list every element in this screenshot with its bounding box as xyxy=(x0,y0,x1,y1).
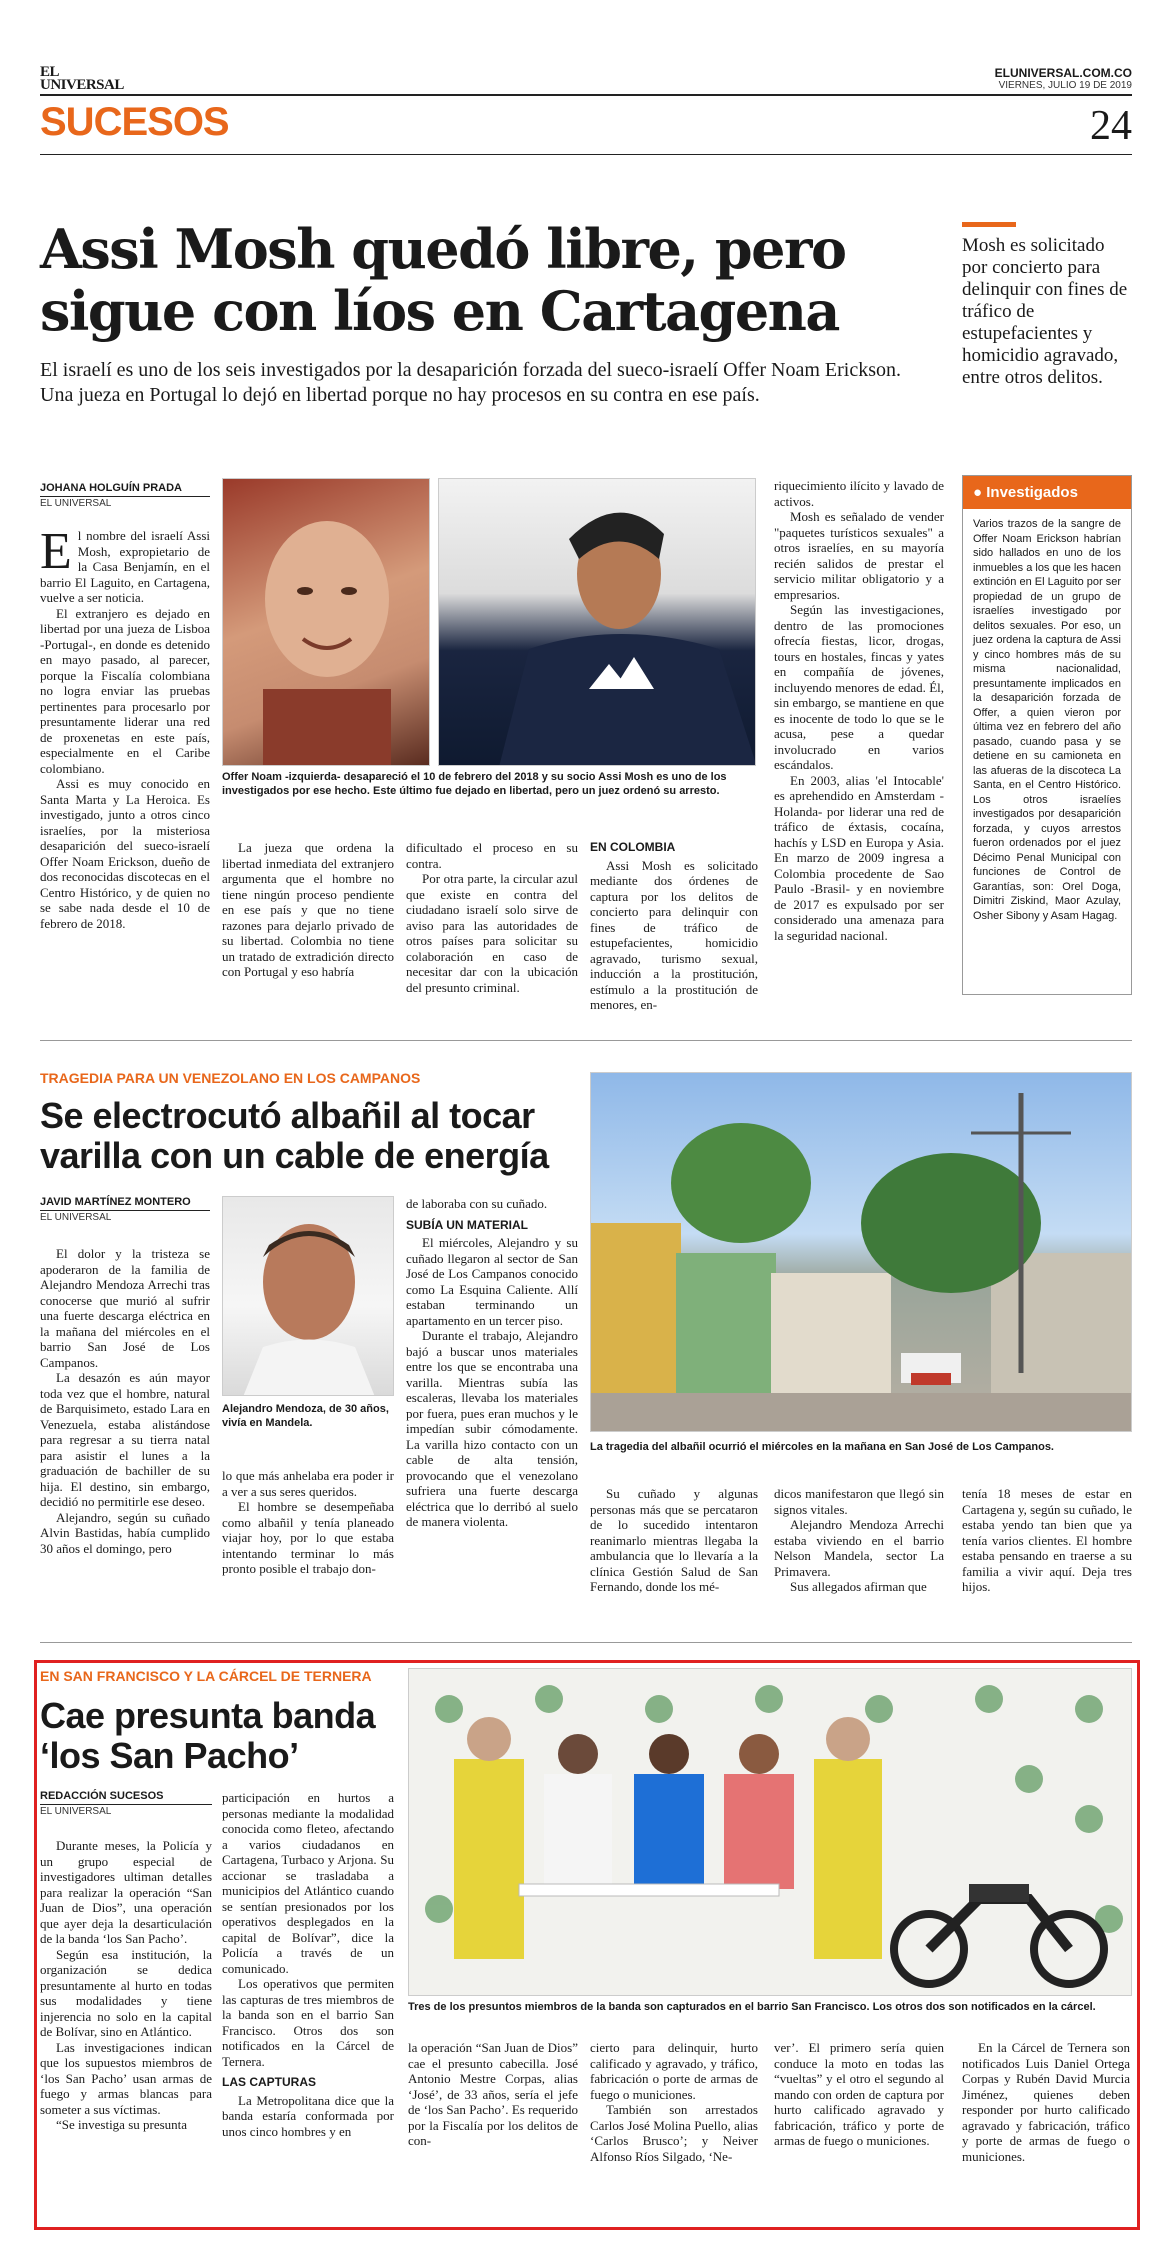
issue-date: VIERNES, JULIO 19 DE 2019 xyxy=(998,80,1132,91)
story2-col1-p3: Alejandro, según su cuñado Alvin Bastidas, había cumplido 30 años el domingo, pero xyxy=(40,1509,210,1556)
story1-photo-caption: Offer Noam -izquierda- desapareció el 10 de febrero del 2018 y su socio Assi Mosh es uno de los investigados por ese hecho. Este último fue dejado en libertad, pero un juez ordenó su arresto. xyxy=(222,771,727,797)
story2-col5-p3: Sus allegados afirman que xyxy=(790,1579,927,1594)
story2-col6-p1: tenía 18 meses de estar en Cartagena y, según su cuñado, le estaba yendo tan bien que ya tenía varios clientes. El hombre estaba pensando en traerse a su familia a vivir aquí. Deja tres hijos. xyxy=(962,1486,1132,1594)
story3-col5-p1: ver’. El primero sería quien conduce la moto en todas las “vueltas” y el otro el segundo al mando con orden de captura por hurto calificado agravado y fabricación, tráfico y porte de armas de fuego o municiones. xyxy=(774,2040,944,2148)
site-url: ELUNIVERSAL.COM.CO xyxy=(994,66,1132,80)
story3-photo-caption: Tres de los presuntos miembros de la banda son capturados en el barrio San Francisco. Los otros dos son notificados en la cárcel. xyxy=(408,2001,1096,2013)
story1-col5 xyxy=(774,478,944,943)
story3-col6-p1: En la Cárcel de Ternera son notificados Luis Daniel Ortega Corpas y Rubén David Murcia Jiménez, quienes deben responder por hurto calificado agravado y fabricación, tráfico y porte de armas de fuego o municiones. xyxy=(962,2040,1130,2164)
section-rule xyxy=(40,154,1132,155)
portrait-silhouette-icon xyxy=(223,479,430,766)
story3-byline-source: EL UNIVERSAL xyxy=(40,1806,112,1817)
investigados-box-header xyxy=(963,476,1131,509)
story1-col3 xyxy=(406,840,578,995)
story1-deck: El israelí es uno de los seis investigados por la desaparición forzada del sueco-israelí Offer Noam Erickson. Una jueza en Portugal lo dejó en libertad porque no hay procesos en su contra en ese país. xyxy=(40,359,902,406)
assi-mosh-photo xyxy=(438,478,756,766)
story1-col5-p4: En 2003, alias 'el Intocable' es aprehendido en Amsterdam -Holanda- por liderar una red de tráfico de éxtasis, cocaína, hachís y LSD en Europa y Asia. En marzo de 2009 ingresa a Colombia procedente de Sao Paulo -Brasil- y en noviembre de 2017 es expulsado por ser considerado una amenaza para la seguridad nacional. xyxy=(774,772,944,943)
byline-rule xyxy=(40,496,210,497)
story2-headline: Se electrocutó albañil al tocar varilla con un cable de energía xyxy=(40,1095,549,1176)
street-scene-icon xyxy=(591,1073,1132,1432)
story3-col4-p2: También son arrestados Carlos José Molina Puello, alias ‘Carlos Brusco’; y Neiver Alfonso Ríos Silgado, ‘Ne- xyxy=(590,2102,758,2164)
section-title: SUCESOS xyxy=(40,100,229,144)
story2-photo-caption: La tragedia del albañil ocurrió el miércoles en la mañana en San José de Los Campanos. xyxy=(590,1441,1054,1453)
story1-col5-p1: riquecimiento ilícito y lavado de activos. xyxy=(774,478,944,509)
story1-subhead: EN COLOMBIA xyxy=(590,840,676,854)
story1-col4 xyxy=(590,840,758,1013)
story1-col1-p3: Assi es muy conocido en Santa Marta y La Heroica. Es investigado, junto a otros cinco israelíes, por la misteriosa desaparición del sueco-israelí Offer Noam Erickson, dueño de dos reconocidas discotecas en el Centro Histórico, y de quien no se sabe nada desde el 10 de febrero de 2018. xyxy=(40,776,210,931)
story2-portrait-caption: Alejandro Mendoza, de 30 años, vivía en Mandela. xyxy=(222,1403,389,1429)
story3-col2 xyxy=(222,1790,394,2139)
story1-col1-p2: El extranjero es dejado en libertad por una jueza de Lisboa -Portugal-, en donde es detenido en mayo pasado, al parecer, porque la Fiscalía colombiana no logra enviar las pruebas pertinentes para procesarlo por presuntamente liderar una red de proxenetas en este país, especialmente en el Caribe colombiano. xyxy=(40,605,210,776)
story2-col3 xyxy=(406,1196,578,1530)
story2-col6 xyxy=(962,1486,1132,1595)
story3-headline: Cae presunta banda ‘los San Pacho’ xyxy=(40,1695,376,1776)
story1-byline-source: EL UNIVERSAL xyxy=(40,498,112,509)
story2-col2-p1: lo que más anhelaba era poder ir a ver a sus seres queridos. xyxy=(222,1468,394,1499)
story2-col2-p2: El hombre se desempeñaba como albañil y tenía planeado viajar hoy, por lo que estaba intentando terminar lo más pronto posible el trabajo don- xyxy=(222,1499,394,1576)
police-capture-photo xyxy=(408,1668,1132,1996)
story3-col3 xyxy=(408,2040,578,2149)
story-divider-2 xyxy=(40,1642,1132,1643)
investigados-box-text: Varios trazos de la sangre de Offer Noam Erickson habrían sido hallados en uno de los inmuebles a los que les hacen extinción en El Laguito por ser propiedad de un grupo de israelíes investigado por delitos sexuales. Por eso, un juez ordena la captura de Assi y cinco hombres más de su misma nacionalidad, presuntamente implicados en la desaparición forzada de Offer, a quien vieron por última vez en febrero del año pasado, cuando pasa y se detiene en su camioneta en las afueras de la discoteca La Santa, en el Centro Histórico. Los otros israelíes investigados por desaparición forzada, y cuyos arrestos fueron ordenados por el juez Décimo Penal Municipal con funciones de Control de Garantías, son: Orel Doga, Dimitri Ziskind, Maor Azulay, Osher Sibony y Asam Hagag. xyxy=(973,518,1121,922)
offer-noam-photo xyxy=(222,478,430,766)
story3-byline-block xyxy=(40,1790,212,1817)
story3-col2-p3: La Metropolitana dice que la banda estaría conformada por unos cinco hombres y en xyxy=(222,2092,394,2139)
story3-col1-p4: “Se investiga su presunta xyxy=(56,2117,188,2132)
story2-byline-source: EL UNIVERSAL xyxy=(40,1212,112,1223)
investigados-box-title: Investigados xyxy=(986,484,1078,501)
story1-col1 xyxy=(40,523,210,931)
story1-col3-p2: Por otra parte, la circular azul que existe en contra del ciudadano israelí solo sirve de aviso para las autoridades de otros países para solicitar su colaboración en caso de necesitar dar con la ubicación del presunto criminal. xyxy=(406,871,578,995)
page-number: 24 xyxy=(1090,103,1132,149)
alejandro-mendoza-photo xyxy=(222,1196,394,1396)
story1-headline: Assi Mosh quedó libre, pero sigue con líos en Cartagena xyxy=(40,217,846,343)
story2-col3-p0: de laboraba con su cuñado. xyxy=(406,1196,548,1211)
story3-col2-p2: Los operativos que permiten las capturas de tres miembros de la banda son en el barrio San Francisco. Otros dos son notificados en la Cárcel de Ternera. xyxy=(222,1976,394,2069)
logo-line-2: UNIVERSAL xyxy=(40,77,124,93)
investigados-box xyxy=(962,475,1132,995)
los-campanos-street-photo xyxy=(590,1072,1132,1432)
story3-kicker: EN SAN FRANCISCO Y LA CÁRCEL DE TERNERA xyxy=(40,1668,372,1684)
side-quote-accent xyxy=(962,222,1016,227)
portrait-silhouette-icon xyxy=(223,1197,394,1396)
story3-col4 xyxy=(590,2040,758,2164)
story2-col5 xyxy=(774,1486,944,1595)
story2-byline-block xyxy=(40,1196,210,1223)
story2-col1-p2: La desazón es aún mayor toda vez que el hombre, natural de Barquisimeto, estado Lara en Venezuela, estaba alistándose para regresar a su tierra natal para asistir el lunes a la graduación de bachiller de su hija. El destino, sin embargo, decidió no permitirle ese deseo. xyxy=(40,1370,210,1509)
story1-col4-p1: Assi Mosh es solicitado mediante dos órdenes de captura por los delitos de concierto para delinquir con fines de tráfico de estupefacientes, homicidio agravado, turismo sexual, inducción a la prostitución, estímulo a la prostitución de menores, en- xyxy=(590,857,758,1012)
story1-byline-block xyxy=(40,482,210,509)
newspaper-logo xyxy=(40,66,124,92)
story2-kicker: TRAGEDIA PARA UN VENEZOLANO EN LOS CAMPANOS xyxy=(40,1070,421,1086)
story2-col4-p1: Su cuñado y algunas personas más que se percataron de lo sucedido intentaron reanimarlo mientras llegaba la ambulancia que lo llevaría a la clínica Gestión Salud de San Fernando, donde los mé- xyxy=(590,1486,758,1594)
story1-col2-p1: La jueza que ordena la libertad inmediata del extranjero argumenta que el hombre no tiene ningún proceso pendiente en ese país y que no tiene razones para dejarlo privado de su libertad. Colombia no tiene un tratado de extradición directo con Portugal y eso habría xyxy=(222,840,394,979)
story2-col3-p1: El miércoles, Alejandro y su cuñado llegaron al sector de San José de Los Campanos conocido como La Esquina Caliente. Allí estaban terminando un apartamento en un tercer piso. xyxy=(406,1235,578,1328)
story3-col5 xyxy=(774,2040,944,2149)
story1-side-quote: Mosh es solicitado por concierto para delinquir con fines de tráfico de estupefacientes y homicidio agravado, entre otros delitos. xyxy=(962,235,1128,388)
story2-subhead: SUBÍA UN MATERIAL xyxy=(406,1217,528,1232)
story2-col3-p2: Durante el trabajo, Alejandro bajó a buscar unos materiales entre los que se encontraba una varilla. Mientras subía las escaleras, llevaba los materiales por fuera, pues eran muchos y le impedían subir cómodamente. La varilla hizo contacto con un cable de alta tensión, provocando que el venezolano sufriera una fuerte descarga eléctrica que lo derribó al suelo de manera violenta. xyxy=(406,1328,578,1529)
story2-col1-p1: El dolor y la tristeza se apoderaron de la familia de Alejandro Mendoza Arrechi tras conocerse que murió al sufrir una fuerte descarga eléctrica en la mañana del miércoles en el barrio San José de Los Campanos. xyxy=(40,1246,210,1370)
police-group-scene-icon xyxy=(409,1669,1132,1996)
byline-rule xyxy=(40,1210,210,1211)
bullet-dot-icon: ● xyxy=(973,484,987,501)
story3-col4-p1: cierto para delinquir, hurto calificado y agravado, y tráfico, fabricación o porte de armas de fuego o municiones. xyxy=(590,2040,758,2102)
story-divider-1 xyxy=(40,1040,1132,1041)
logo-line-1: EL xyxy=(40,64,60,80)
story3-col2-p1: participación en hurtos a personas mediante la modalidad conocida como fleteo, afectando a varios ciudadanos en Cartagena, Turbaco y Arjona. Su accionar se trasladaba a municipios del Atlántico cuando se sentían presionados por los operativos desplegados en la capital de Bolívar”, dice la Policía a través de un comunicado. xyxy=(222,1790,394,1976)
story2-col1 xyxy=(40,1246,210,1556)
story1-col5-p3: Según las investigaciones, dentro de las promociones ofrecía fiestas, licor, drogas, tours en hostales, fincas y yates en compañía de jóvenes, incluyendo menores de edad. Él, sin embargo, se mantiene en que es inocente de todo lo que se le acusa, pese a quedar involucrado en varios escándalos. xyxy=(774,602,944,772)
story3-col1 xyxy=(40,1838,212,2133)
byline-rule xyxy=(40,1804,212,1805)
story2-byline: JAVID MARTÍNEZ MONTERO xyxy=(40,1196,191,1208)
portrait-silhouette-icon xyxy=(439,479,756,766)
story1-col5-p2: Mosh es señalado de vender "paquetes turísticos sexuales" a otros israelíes, en su mayoría recién salidos de prestar el servicio militar obligatorio y a empresarios. xyxy=(774,509,944,602)
story1-col3-p1: dificultado el proceso en su contra. xyxy=(406,840,578,871)
story1-col2 xyxy=(222,840,394,980)
dropcap: E xyxy=(40,523,72,580)
story1-byline: JOHANA HOLGUÍN PRADA xyxy=(40,482,182,494)
story1-col1-p1: l nombre del israelí Assi Mosh, expropietario de la Casa Benjamín, en el barrio El Laguito, en Cartagena, vuelve a ser noticia. xyxy=(40,528,210,605)
story3-subhead: LAS CAPTURAS xyxy=(222,2075,317,2089)
story3-col1-p1: Durante meses, la Policía y un grupo especial de investigadores ultiman detalles para realizar la operación “San Juan de Dios”, una operación que ayer deja la desarticulación de la banda ‘los San Pacho’. xyxy=(40,1838,212,1946)
story3-col1-p3: Las investigaciones indican que los supuestos miembros de ‘los San Pacho’ usan armas de fuego y armas blancas para someter a sus víctimas. xyxy=(40,2039,212,2117)
story3-col3-p1: la operación “San Juan de Dios” cae el presunto cabecilla. José Antonio Mestre Corpas, alias ‘José’, de 33 años, sería el jefe de ‘los San Pacho’. Es requerido por la Fiscalía por los delitos de con- xyxy=(408,2040,578,2148)
story2-col5-p1: dicos manifestaron que llegó sin signos vitales. xyxy=(774,1486,944,1517)
story3-byline: REDACCIÓN SUCESOS xyxy=(40,1790,164,1802)
story2-col2 xyxy=(222,1468,394,1577)
story3-col1-p2: Según esa institución, la organización se dedica presuntamente al hurto en todas sus modalidades y tiene injerencia no solo en la capital de Bolívar, sino en Atlántico. xyxy=(40,1946,212,2039)
story2-col4 xyxy=(590,1486,758,1595)
story2-col5-p2: Alejandro Mendoza Arrechi estaba viviendo en el barrio Nelson Mandela, sector La Primavera. xyxy=(774,1517,944,1579)
masthead-rule xyxy=(40,94,1132,96)
story3-col6 xyxy=(962,2040,1130,2164)
